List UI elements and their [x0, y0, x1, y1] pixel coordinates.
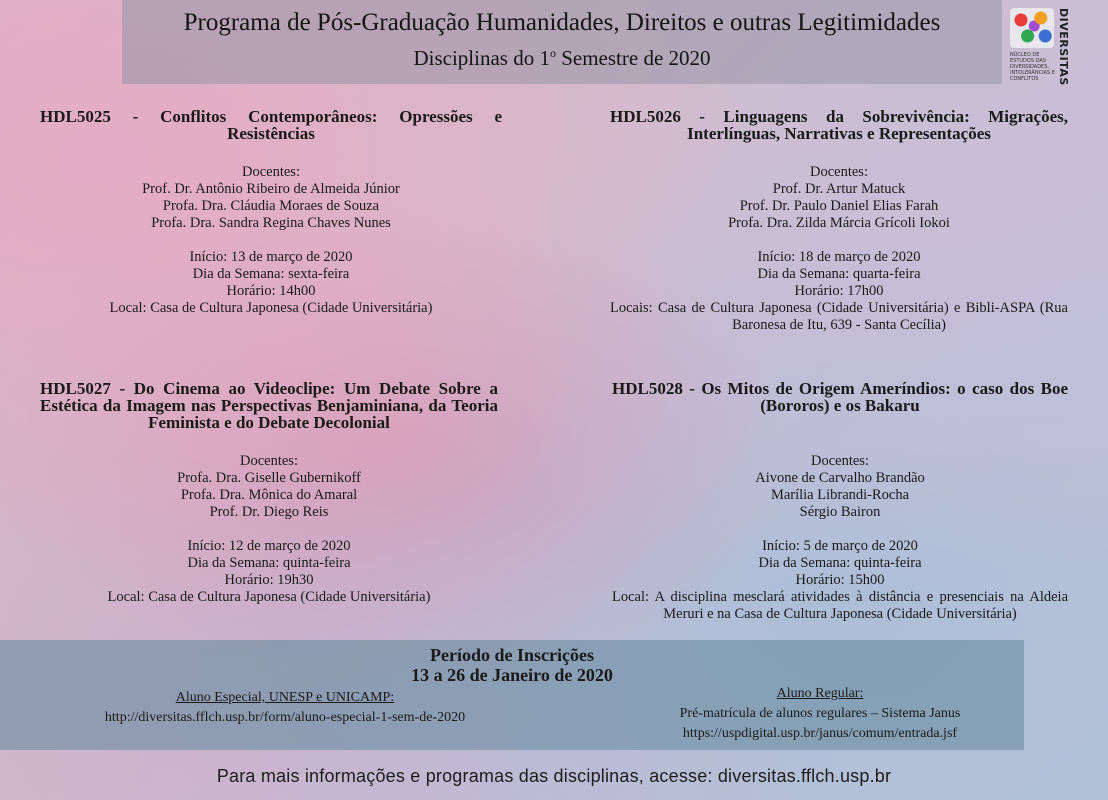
subtitle-post: Semestre de 2020	[555, 46, 711, 70]
course-hdl5027	[40, 380, 498, 606]
semester-subtitle	[122, 40, 1002, 71]
subtitle-ordinal: o	[549, 46, 556, 60]
subtitle-pre: Disciplinas do 1	[413, 46, 550, 70]
header-banner	[122, 0, 1002, 84]
docentes-label: Docentes:	[811, 453, 869, 469]
footer-info: Para mais informações e programas das disciplinas, acesse: diversitas.fflch.usp.br	[216, 766, 892, 786]
course-time: Horário: 19h30	[224, 572, 314, 588]
docente: Profa. Dra. Sandra Regina Chaves Nunes	[151, 215, 391, 231]
course-location: Local: A disciplina mesclará atividades à distância e presenciais na Aldeia Meruri e na Casa de Cultura Japonesa (Cidade Universitária)	[612, 589, 1068, 622]
docente: Prof. Dr. Artur Matuck	[772, 181, 906, 197]
course-location: Locais: Casa de Cultura Japonesa (Cidade Universitária) e Bibli-ASPA (Rua Baronesa de Itu, 639 - Santa Cecília)	[610, 300, 1068, 333]
course-location: Local: Casa de Cultura Japonesa (Cidade Universitária)	[109, 300, 433, 316]
course-weekday: Dia da Semana: quarta-feira	[757, 266, 921, 282]
docente: Aivone de Carvalho Brandão	[755, 470, 925, 486]
docente: Profa. Dra. Giselle Gubernikoff	[177, 470, 361, 486]
program-title: Programa de Pós-Graduação Humanidades, Direitos e outras Legitimidades	[183, 9, 941, 36]
course-weekday: Dia da Semana: quinta-feira	[187, 555, 351, 571]
docentes-label: Docentes:	[240, 453, 298, 469]
course-title: HDL5027 - Do Cinema ao Videoclipe: Um Debate Sobre a Estética da Imagem nas Perspectivas Benjaminiana, da Teoria Feminista e do Debate Decolonial	[40, 379, 498, 432]
special-student-label: Aluno Especial, UNESP e UNICAMP:	[175, 690, 395, 705]
docentes-label: Docentes:	[810, 164, 868, 180]
docente: Prof. Dr. Paulo Daniel Elias Farah	[739, 198, 939, 214]
course-weekday: Dia da Semana: sexta-feira	[192, 266, 350, 282]
regular-student-link[interactable]: https://uspdigital.usp.br/janus/comum/entrada.jsf	[682, 726, 958, 741]
course-time: Horário: 15h00	[795, 572, 885, 588]
logo-hands-icon	[1010, 8, 1054, 48]
special-student-link[interactable]: http://diversitas.fflch.usp.br/form/aluno-especial-1-sem-de-2020	[104, 710, 466, 725]
course-hdl5025	[40, 108, 502, 317]
docente: Prof. Dr. Antônio Ribeiro de Almeida Júnior	[142, 181, 400, 197]
docente: Prof. Dr. Diego Reis	[209, 504, 329, 520]
regular-student-block	[600, 684, 1040, 744]
docente: Sérgio Bairon	[799, 504, 881, 520]
enrollment-title: Período de Inscrições	[430, 645, 594, 665]
logo-caption: NÚCLEO DE ESTUDOS DAS DIVERSIDADES, INTOLERÂNCIAS E CONFLITOS	[1010, 52, 1055, 82]
course-start: Início: 5 de março de 2020	[762, 538, 918, 554]
course-hdl5026	[610, 108, 1068, 334]
course-start: Início: 12 de março de 2020	[187, 538, 351, 554]
docente: Profa. Dra. Zilda Márcia Grícoli Iokoi	[728, 215, 950, 231]
course-weekday: Dia da Semana: quinta-feira	[758, 555, 922, 571]
course-time: Horário: 17h00	[794, 283, 884, 299]
course-time: Horário: 14h00	[226, 283, 316, 299]
course-title: HDL5026 - Linguagens da Sobrevivência: Migrações, Interlínguas, Narrativas e Representações	[610, 107, 1068, 143]
course-title: HDL5025 - Conflitos Contemporâneos: Opressões e Resistências	[40, 107, 502, 143]
course-hdl5028	[612, 380, 1068, 623]
enrollment-panel	[0, 640, 1024, 750]
docente: Marília Librandi-Rocha	[770, 487, 910, 503]
course-location: Local: Casa de Cultura Japonesa (Cidade Universitária)	[107, 589, 431, 605]
logo-wordmark: DIVERSITAS	[1057, 8, 1070, 86]
enrollment-period: 13 a 26 de Janeiro de 2020	[411, 665, 613, 685]
regular-student-label: Aluno Regular:	[776, 686, 864, 701]
docente: Profa. Dra. Cláudia Moraes de Souza	[162, 198, 380, 214]
docentes-label: Docentes:	[242, 164, 300, 180]
course-start: Início: 13 de março de 2020	[189, 249, 353, 265]
diversitas-logo	[1010, 8, 1070, 86]
course-start: Início: 18 de março de 2020	[757, 249, 921, 265]
course-title: HDL5028 - Os Mitos de Origem Ameríndios: o caso dos Boe (Bororos) e os Bakaru	[612, 379, 1068, 415]
special-student-block	[60, 688, 510, 728]
docente: Profa. Dra. Mônica do Amaral	[180, 487, 358, 503]
regular-student-text: Pré-matrícula de alunos regulares – Sistema Janus	[679, 706, 961, 721]
